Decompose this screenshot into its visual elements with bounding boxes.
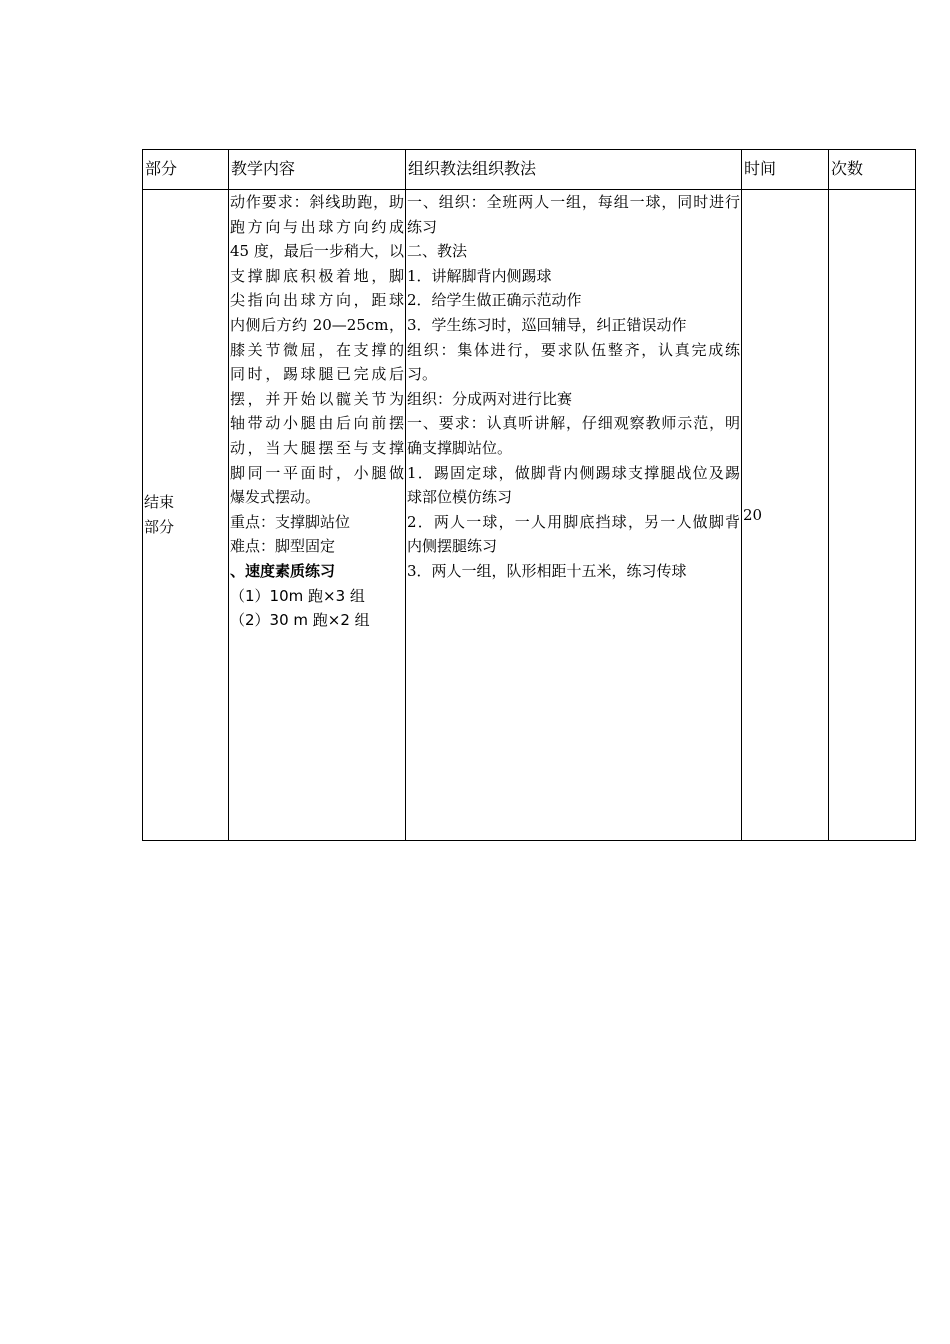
time-cell: 20 <box>742 190 829 841</box>
method-line: 3．两人一组，队形相距十五米，练习传球 <box>407 561 687 580</box>
content-line: 动作要求：斜线助跑，助 <box>230 193 404 211</box>
content-line: 跑方向与出球方向约成 <box>230 217 404 236</box>
method-line: 组织：集体进行，要求队伍整齐，认真完成练 <box>407 340 740 359</box>
part-label-line: 结束 <box>144 493 175 512</box>
count-cell <box>829 190 916 841</box>
method-line: 一、组织：全班两人一组，每组一球，同时进行 <box>407 193 740 211</box>
method-line: 练习 <box>407 217 438 236</box>
header-count: 次数 <box>829 150 916 190</box>
method-line: 二、教法 <box>407 242 468 261</box>
content-line: 同时，踢球腿已完成后 <box>230 365 404 384</box>
content-line: 动，当大腿摆至与支撑 <box>230 438 404 457</box>
method-line: 1．踢固定球，做脚背内侧踢球支撑腿战位及踢 <box>407 463 740 482</box>
part-label-line: 部分 <box>144 518 175 536</box>
part-cell <box>143 190 229 841</box>
method-line: 1．讲解脚背内侧踢球 <box>407 266 552 285</box>
method-line: 内侧摆腿练习 <box>407 537 498 556</box>
header-time: 时间 <box>742 150 829 190</box>
content-line: 摆，并开始以髋关节为 <box>230 389 404 408</box>
method-line: 组织：分成两对进行比赛 <box>407 389 573 408</box>
header-content: 教学内容 <box>229 150 406 190</box>
method-line: 习。 <box>407 365 438 384</box>
content-line: 膝关节微屈，在支撑的 <box>230 340 404 359</box>
speed-training-heading: 、速度素质练习 <box>230 561 336 580</box>
method-line: 球部位模仿练习 <box>407 488 513 507</box>
content-line: 内侧后方约 20—25cm， <box>230 315 404 334</box>
content-line: 支撑脚底积极着地，脚 <box>230 266 404 285</box>
content-cell <box>229 190 406 841</box>
method-line: 一、要求：认真听讲解，仔细观察教师示范，明 <box>407 414 740 433</box>
key-point-line: 重点：支撑脚站位 <box>230 512 351 531</box>
method-line: 3．学生练习时，巡回辅导，纠正错误动作 <box>407 315 687 334</box>
exercise-item: （1）10m 跑×3 组 <box>230 586 365 605</box>
lesson-plan-table <box>142 149 916 841</box>
content-line: 尖指向出球方向，距球 <box>230 291 404 310</box>
table-header-row <box>143 150 916 190</box>
header-part: 部分 <box>143 150 229 190</box>
method-line: 2．两人一球，一人用脚底挡球，另一人做脚背 <box>407 512 740 531</box>
method-line: 确支撑脚站位。 <box>407 438 513 457</box>
content-line: 45 度，最后一步稍大，以 <box>230 242 404 261</box>
method-cell <box>406 190 742 841</box>
method-line: 2．给学生做正确示范动作 <box>407 291 582 310</box>
content-line: 轴带动小腿由后向前摆 <box>230 414 404 433</box>
header-method: 组织教法组织教法 <box>406 150 742 190</box>
exercise-item: （2）30 m 跑×2 组 <box>230 611 370 630</box>
content-line: 爆发式摆动。 <box>230 488 321 507</box>
difficulty-line: 难点：脚型固定 <box>230 537 336 556</box>
content-line: 脚同一平面时，小腿做 <box>230 463 404 482</box>
table-row <box>143 190 916 841</box>
